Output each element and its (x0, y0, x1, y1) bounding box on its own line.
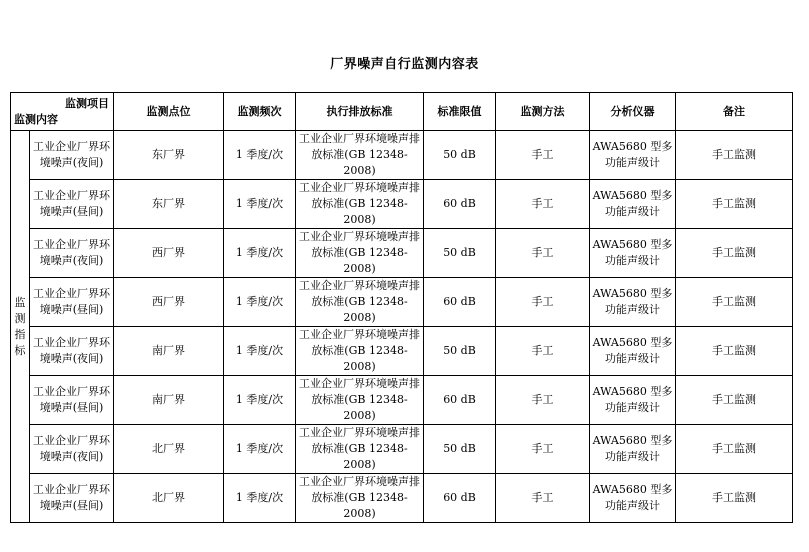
cell-standard: 工业企业厂界环境噪声排放标准(GB 12348-2008) (296, 229, 424, 278)
header-limit: 标准限值 (424, 93, 496, 131)
cell-frequency: 1 季度/次 (224, 278, 296, 327)
cell-remark: 手工监测 (676, 229, 793, 278)
cell-method: 手工 (496, 278, 590, 327)
cell-point: 南厂界 (114, 376, 224, 425)
side-label-char: 指 (14, 327, 26, 341)
table-row (11, 229, 793, 278)
header-frequency: 监测频次 (224, 93, 296, 131)
cell-standard: 工业企业厂界环境噪声排放标准(GB 12348-2008) (296, 327, 424, 376)
cell-point: 东厂界 (114, 180, 224, 229)
cell-limit: 50 dB (424, 229, 496, 278)
side-label-char: 测 (14, 311, 26, 325)
side-label (11, 131, 30, 523)
cell-frequency: 1 季度/次 (224, 180, 296, 229)
cell-instrument: AWA5680 型多功能声级计 (590, 425, 676, 474)
cell-point: 北厂界 (114, 425, 224, 474)
cell-instrument: AWA5680 型多功能声级计 (590, 278, 676, 327)
cell-item: 工业企业厂界环境噪声(夜间) (30, 229, 114, 278)
table-row (11, 425, 793, 474)
cell-limit: 60 dB (424, 376, 496, 425)
header-corner (11, 93, 114, 131)
cell-method: 手工 (496, 327, 590, 376)
cell-limit: 60 dB (424, 180, 496, 229)
header-standard: 执行排放标准 (296, 93, 424, 131)
cell-item: 工业企业厂界环境噪声(昼间) (30, 278, 114, 327)
cell-remark: 手工监测 (676, 180, 793, 229)
cell-method: 手工 (496, 425, 590, 474)
cell-frequency: 1 季度/次 (224, 376, 296, 425)
cell-remark: 手工监测 (676, 376, 793, 425)
table-row (11, 474, 793, 523)
side-label-char: 监 (14, 295, 26, 309)
cell-instrument: AWA5680 型多功能声级计 (590, 327, 676, 376)
cell-remark: 手工监测 (676, 474, 793, 523)
cell-item: 工业企业厂界环境噪声(夜间) (30, 327, 114, 376)
cell-frequency: 1 季度/次 (224, 474, 296, 523)
monitoring-table (10, 92, 793, 523)
cell-remark: 手工监测 (676, 425, 793, 474)
cell-frequency: 1 季度/次 (224, 229, 296, 278)
cell-limit: 50 dB (424, 131, 496, 180)
cell-frequency: 1 季度/次 (224, 425, 296, 474)
cell-point: 南厂界 (114, 327, 224, 376)
header-instrument: 分析仪器 (590, 93, 676, 131)
header-method: 监测方法 (496, 93, 590, 131)
cell-standard: 工业企业厂界环境噪声排放标准(GB 12348-2008) (296, 278, 424, 327)
cell-instrument: AWA5680 型多功能声级计 (590, 376, 676, 425)
header-corner-top: 监测项目 (65, 97, 109, 110)
cell-instrument: AWA5680 型多功能声级计 (590, 229, 676, 278)
side-label-char: 标 (14, 343, 26, 357)
cell-method: 手工 (496, 474, 590, 523)
table-row (11, 327, 793, 376)
header-point: 监测点位 (114, 93, 224, 131)
cell-item: 工业企业厂界环境噪声(昼间) (30, 180, 114, 229)
cell-standard: 工业企业厂界环境噪声排放标准(GB 12348-2008) (296, 474, 424, 523)
cell-frequency: 1 季度/次 (224, 131, 296, 180)
cell-limit: 60 dB (424, 474, 496, 523)
header-remark: 备注 (676, 93, 793, 131)
table-row (11, 376, 793, 425)
header-row (11, 93, 793, 131)
cell-instrument: AWA5680 型多功能声级计 (590, 180, 676, 229)
cell-item: 工业企业厂界环境噪声(夜间) (30, 131, 114, 180)
cell-standard: 工业企业厂界环境噪声排放标准(GB 12348-2008) (296, 425, 424, 474)
cell-item: 工业企业厂界环境噪声(昼间) (30, 376, 114, 425)
cell-point: 北厂界 (114, 474, 224, 523)
cell-instrument: AWA5680 型多功能声级计 (590, 131, 676, 180)
page-title: 厂界噪声自行监测内容表 (330, 57, 479, 72)
table-row (11, 278, 793, 327)
cell-remark: 手工监测 (676, 131, 793, 180)
cell-method: 手工 (496, 180, 590, 229)
cell-method: 手工 (496, 131, 590, 180)
cell-standard: 工业企业厂界环境噪声排放标准(GB 12348-2008) (296, 180, 424, 229)
cell-standard: 工业企业厂界环境噪声排放标准(GB 12348-2008) (296, 131, 424, 180)
cell-remark: 手工监测 (676, 278, 793, 327)
table-row (11, 180, 793, 229)
cell-remark: 手工监测 (676, 327, 793, 376)
cell-frequency: 1 季度/次 (224, 327, 296, 376)
cell-item: 工业企业厂界环境噪声(昼间) (30, 474, 114, 523)
header-corner-bottom: 监测内容 (14, 113, 58, 126)
table-row (11, 131, 793, 180)
cell-point: 东厂界 (114, 131, 224, 180)
cell-instrument: AWA5680 型多功能声级计 (590, 474, 676, 523)
cell-limit: 50 dB (424, 327, 496, 376)
cell-method: 手工 (496, 229, 590, 278)
cell-limit: 50 dB (424, 425, 496, 474)
cell-point: 西厂界 (114, 278, 224, 327)
cell-item: 工业企业厂界环境噪声(夜间) (30, 425, 114, 474)
cell-limit: 60 dB (424, 278, 496, 327)
cell-method: 手工 (496, 376, 590, 425)
cell-point: 西厂界 (114, 229, 224, 278)
cell-standard: 工业企业厂界环境噪声排放标准(GB 12348-2008) (296, 376, 424, 425)
